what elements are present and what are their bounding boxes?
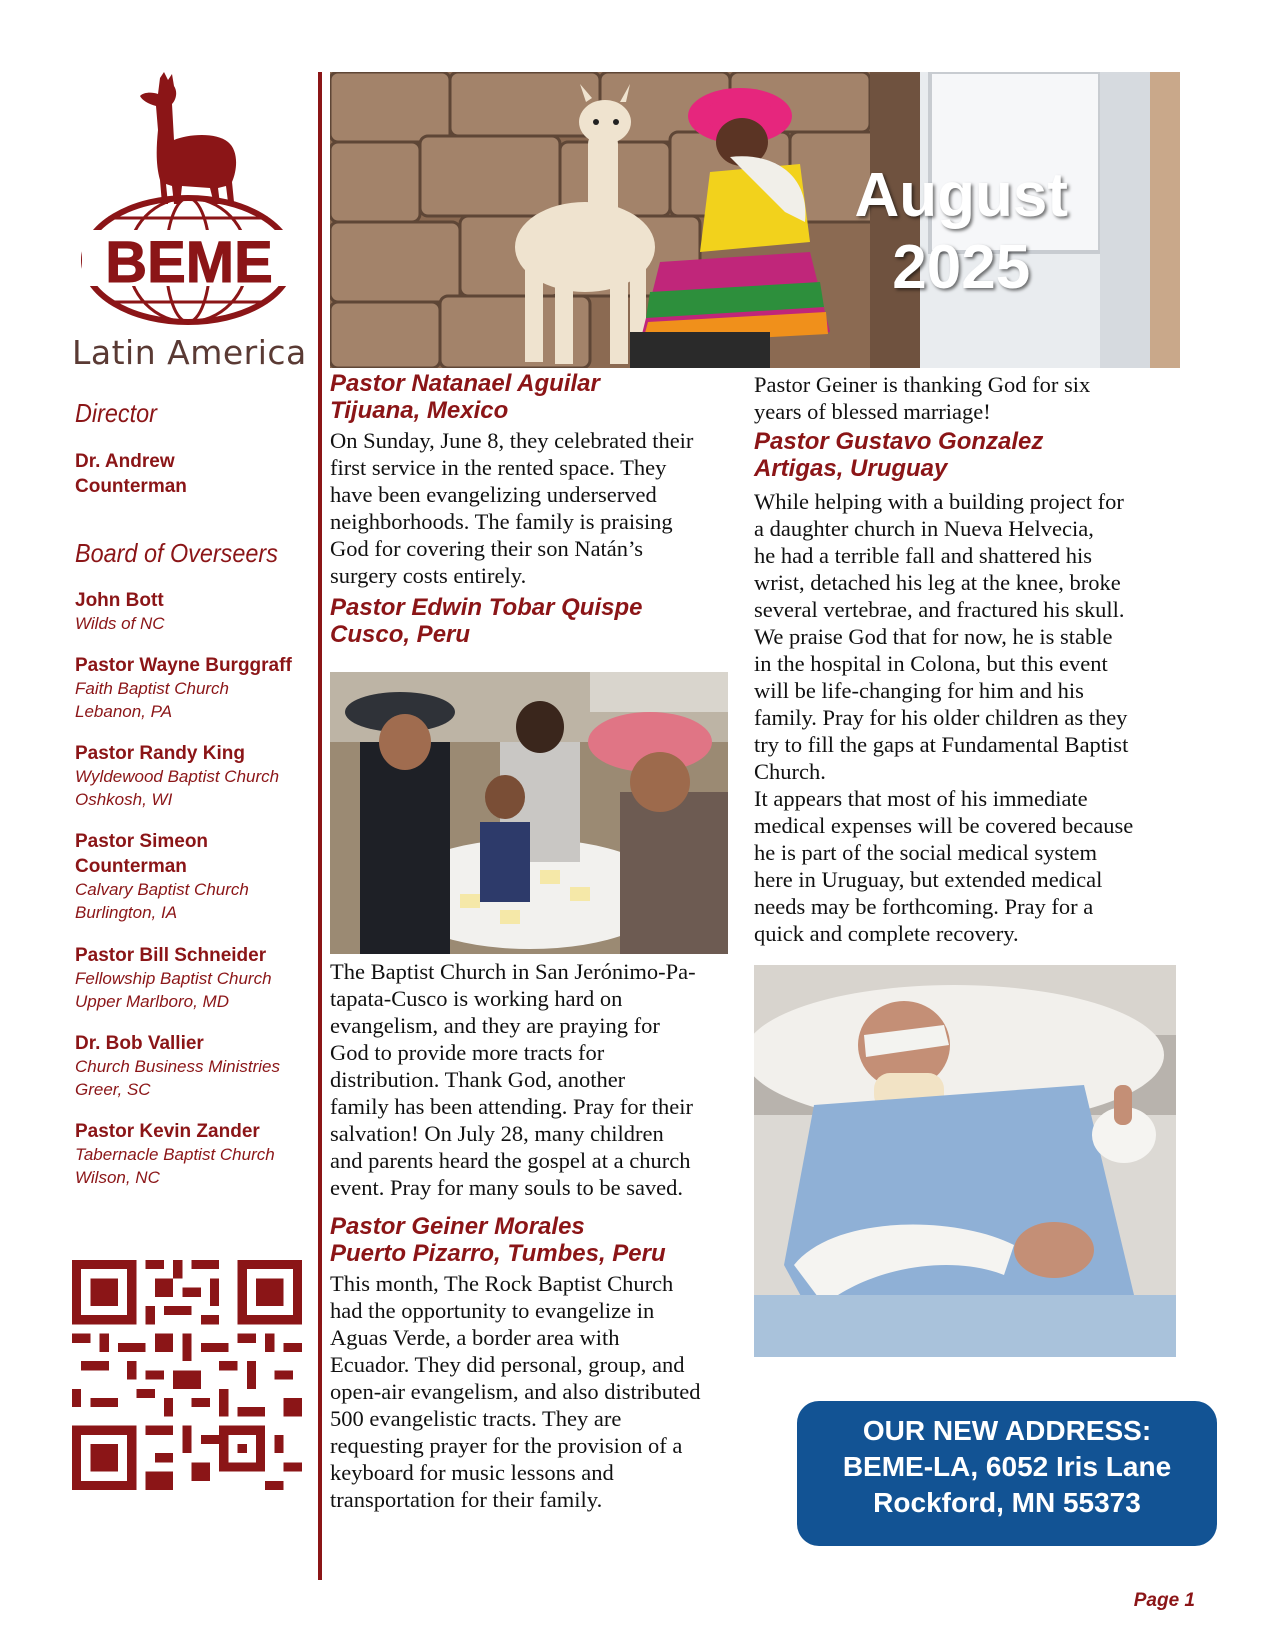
text-line: have been evangelizing underserved: [330, 482, 657, 507]
llama-globe-logo: [78, 70, 308, 340]
article-body-geiner: [330, 1270, 701, 1513]
page-number: Page 1: [1133, 1590, 1195, 1611]
text-line: tapata-Cusco is working hard on: [330, 986, 623, 1011]
board-member-name: Pastor Randy King: [75, 743, 245, 764]
text-line: neighborhoods. The family is praising: [330, 509, 673, 534]
beme-logo: [78, 70, 308, 370]
qr-code[interactable]: [72, 1260, 302, 1490]
text-line: will be life-changing for him and his: [754, 678, 1084, 703]
article-body-geiner-continued: [754, 371, 1090, 425]
text-line: transportation for their family.: [330, 1487, 603, 1512]
pastor-location: Cusco, Peru: [330, 621, 471, 648]
board-member-detail: Lebanon, PA: [75, 702, 173, 721]
text-line: first service in the rented space. They: [330, 455, 667, 480]
pastor-location: Tijuana, Mexico: [330, 397, 509, 424]
board-member-detail: Oshkosh, WI: [75, 790, 173, 809]
issue-month: August: [854, 161, 1068, 230]
logo-wordmark: BEME: [105, 230, 273, 295]
board-member-name: John Bott: [75, 590, 164, 611]
text-line: open-air evangelism, and also distributed: [330, 1379, 701, 1404]
logo-subtitle: Latin America: [72, 333, 307, 372]
article-heading: [754, 428, 1043, 482]
article-body-gustavo: [754, 488, 1133, 947]
text-line: several vertebrae, and fractured his skull.: [754, 597, 1125, 622]
board-member-detail: Upper Marlboro, MD: [75, 992, 229, 1011]
text-line: Church.: [754, 759, 826, 784]
text-line: wrist, detached his leg at the knee, broke: [754, 570, 1121, 595]
text-line: needs may be forthcoming. Pray for a: [754, 894, 1094, 919]
article-heading: [330, 370, 600, 424]
text-line: evangelism, and they are praying for: [330, 1013, 660, 1038]
new-address-box: [797, 1401, 1217, 1546]
board-member-detail: Church Business Ministries: [75, 1057, 281, 1076]
text-line: The Baptist Church in San Jerónimo-Pa-: [330, 959, 696, 984]
pastor-name: Pastor Natanael Aguilar: [330, 370, 600, 397]
article-body-edwin: [330, 958, 696, 1201]
text-line: event. Pray for many souls to be saved.: [330, 1175, 684, 1200]
address-heading: OUR NEW ADDRESS:: [862, 1415, 1152, 1446]
text-line: surgery costs entirely.: [330, 563, 527, 588]
text-line: family. Pray for his older children as they: [754, 705, 1128, 730]
article-body-natanael: [330, 427, 693, 589]
board-member-detail: Burlington, IA: [75, 903, 178, 922]
text-line: here in Uruguay, but extended medical: [754, 867, 1103, 892]
board-member-detail: Calvary Baptist Church: [75, 880, 249, 899]
board-heading: Board of Overseers: [75, 538, 278, 568]
text-line: and parents heard the gospel at a church: [330, 1148, 691, 1173]
text-line: he is part of the social medical system: [754, 840, 1098, 865]
article-heading: [330, 594, 643, 648]
text-line: 500 evangelistic tracts. They are: [330, 1406, 622, 1431]
text-line: medical expenses will be covered because: [754, 813, 1134, 838]
text-line: Ecuador. They did personal, group, and: [330, 1352, 685, 1377]
board-member-detail: Faith Baptist Church: [75, 679, 230, 698]
board-member-detail: Wyldewood Baptist Church: [75, 767, 280, 786]
issue-date: [854, 160, 1068, 304]
pastor-name: Pastor Edwin Tobar Quispe: [330, 594, 643, 621]
board-member-detail: Tabernacle Baptist Church: [75, 1145, 275, 1164]
text-line: a daughter church in Nueva Helvecia,: [754, 516, 1094, 541]
text-line: This month, The Rock Baptist Church: [330, 1271, 674, 1296]
board-member-detail: Fellowship Baptist Church: [75, 969, 272, 988]
issue-year: 2025: [892, 233, 1031, 302]
evangelism-group-photo: [330, 672, 728, 954]
tract-distribution-photo: [330, 672, 728, 954]
director-heading: Director: [75, 398, 157, 428]
text-line: salvation! On July 28, many children: [330, 1121, 664, 1146]
text-line: On Sunday, June 8, they celebrated their: [330, 428, 694, 453]
hospital-photo: [754, 965, 1176, 1357]
text-line: Pastor Geiner is thanking God for six: [754, 372, 1091, 397]
text-line: While helping with a building project for: [754, 489, 1124, 514]
text-line: in the hospital in Colona, but this event: [754, 651, 1108, 676]
address-city: Rockford, MN 55373: [873, 1487, 1141, 1518]
pastor-name: Pastor Geiner Morales: [330, 1213, 585, 1240]
address-street: BEME-LA, 6052 Iris Lane: [842, 1451, 1172, 1482]
text-line: requesting prayer for the provision of a: [330, 1433, 683, 1458]
qr-code-icon: [72, 1260, 302, 1490]
text-line: family has been attending. Pray for their: [330, 1094, 694, 1119]
text-line: Aguas Verde, a border area with: [330, 1325, 620, 1350]
pastor-location: Puerto Pizarro, Tumbes, Peru: [330, 1240, 666, 1267]
header-photo: [330, 72, 1180, 368]
text-line: God for covering their son Natán’s: [330, 536, 644, 561]
board-member-name: Dr. Bob Vallier: [75, 1033, 204, 1054]
pastor-location: Artigas, Uruguay: [754, 455, 948, 482]
board-member-detail: Greer, SC: [75, 1080, 151, 1099]
article-heading: [330, 1213, 666, 1267]
board-member-name: Pastor Wayne Burggraff: [75, 655, 292, 676]
pastor-name: Pastor Gustavo Gonzalez: [754, 428, 1044, 455]
text-line: he had a terrible fall and shattered his: [754, 543, 1092, 568]
board-member-name: Pastor Simeon: [75, 831, 209, 852]
board-member-name: Pastor Bill Schneider: [75, 945, 267, 966]
text-line: We praise God that for now, he is stable: [754, 624, 1113, 649]
text-line: It appears that most of his immediate: [754, 786, 1088, 811]
text-line: God to provide more tracts for: [330, 1040, 605, 1065]
board-member-name: Pastor Kevin Zander: [75, 1121, 260, 1142]
text-line: had the opportunity to evangelize in: [330, 1298, 655, 1323]
text-line: keyboard for music lessons and: [330, 1460, 614, 1485]
text-line: quick and complete recovery.: [754, 921, 1019, 946]
text-line: distribution. Thank God, another: [330, 1067, 626, 1092]
director-name-line2: Counterman: [75, 476, 187, 497]
column-divider: [318, 72, 322, 1580]
director-name-line1: Dr. Andrew: [75, 451, 175, 472]
board-member-detail: Wilds of NC: [75, 614, 165, 633]
text-line: years of blessed marriage!: [754, 399, 991, 424]
text-line: try to fill the gaps at Fundamental Baptist: [754, 732, 1129, 757]
board-member-detail: Wilson, NC: [75, 1168, 160, 1187]
board-member-name: Counterman: [75, 856, 187, 877]
pastor-in-hospital-photo: [754, 965, 1176, 1357]
